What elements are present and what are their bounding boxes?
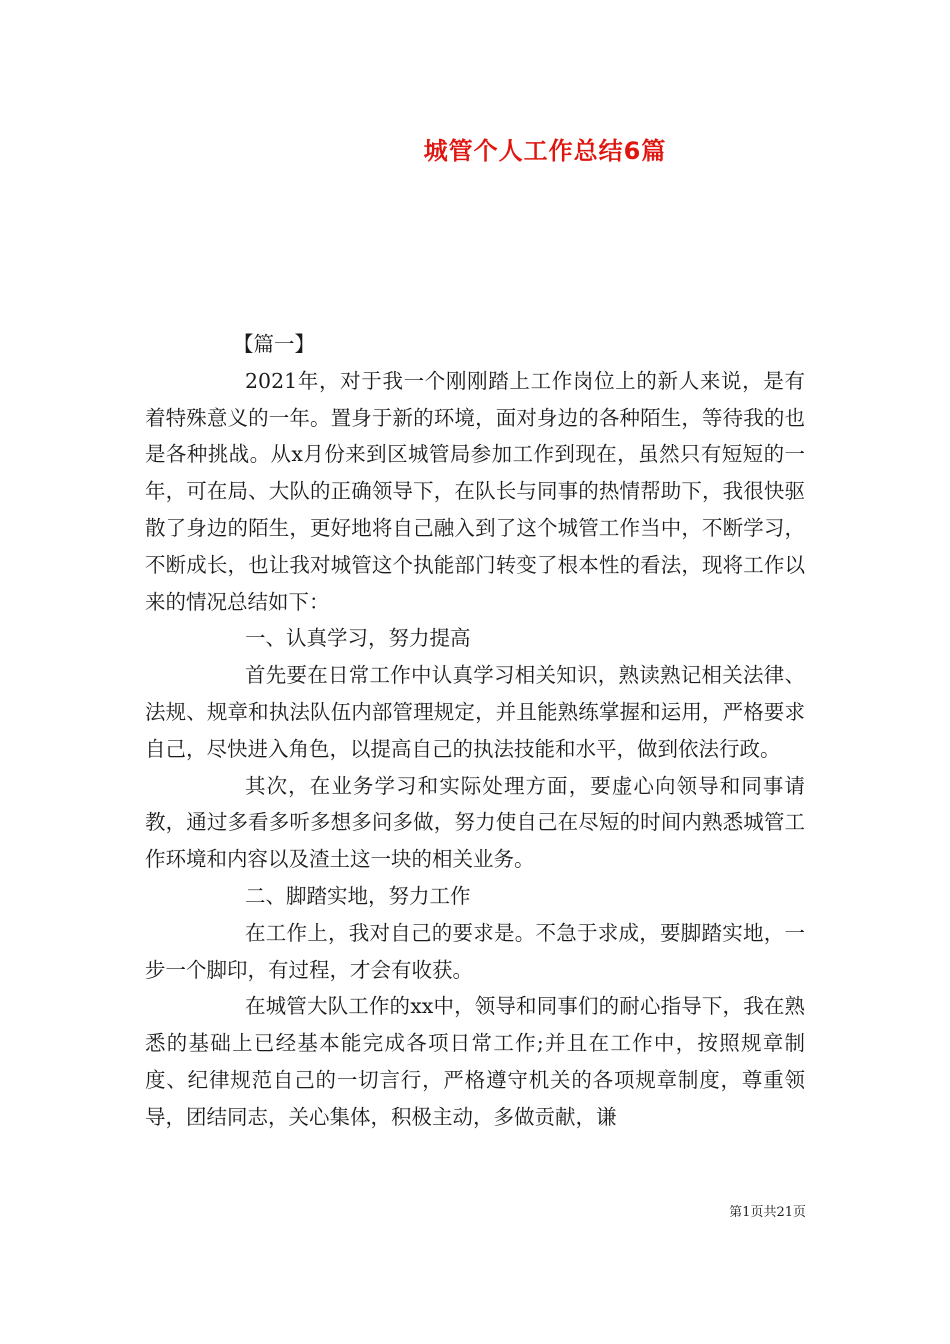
paragraph: 在工作上，我对自己的要求是。不急于求成，要脚踏实地，一步一个脚印，有过程，才会有收获。	[145, 920, 805, 982]
document-title: 城管个人工作总结6篇	[423, 137, 667, 165]
section-heading: 二、脚踏实地，努力工作	[245, 883, 471, 908]
paragraph: 首先要在日常工作中认真学习相关知识，熟读熟记相关法律、法规、规章和执法队伍内部管理规定，并且能熟练掌握和运用，严格要求自己，尽快进入角色，以提高自己的执法技能和水平，做到依法行政。	[145, 663, 805, 761]
paragraph: 2021年，对于我一个刚刚踏上工作岗位上的新人来说，是有着特殊意义的一年。置身于新的环境，面对身边的各种陌生，等待我的也是各种挑战。从x月份来到区城管局参加工作到现在，虽然只有短短的一年，可在局、大队的正确领导下，在队长与同事的热情帮助下，我很快驱散了身边的陌生，更好地将自己融入到了这个城管工作当中，不断学习，不断成长，也让我对城管这个执能部门转变了根本性的看法，现将工作以来的情况总结如下：	[145, 368, 805, 614]
page-number: 第1页共21页	[729, 1205, 806, 1220]
paragraph: 其次，在业务学习和实际处理方面，要虚心向领导和同事请教，通过多看多听多想多问多做，努力使自己在尽短的时间内熟悉城管工作环境和内容以及渣土这一块的相关业务。	[145, 773, 805, 872]
section-label: 【篇一】	[233, 332, 315, 356]
document-body	[145, 326, 805, 1136]
section-heading: 一、认真学习，努力提高	[245, 626, 471, 651]
paragraph: 在城管大队工作的xx中，领导和同事们的耐心指导下，我在熟悉的基础上已经基本能完成各项日常工作;并且在工作中，按照规章制度、纪律规范自己的一切言行，严格遵守机关的各项规章制度，尊重领导，团结同志，关心集体，积极主动，多做贡献，谦	[145, 994, 805, 1129]
